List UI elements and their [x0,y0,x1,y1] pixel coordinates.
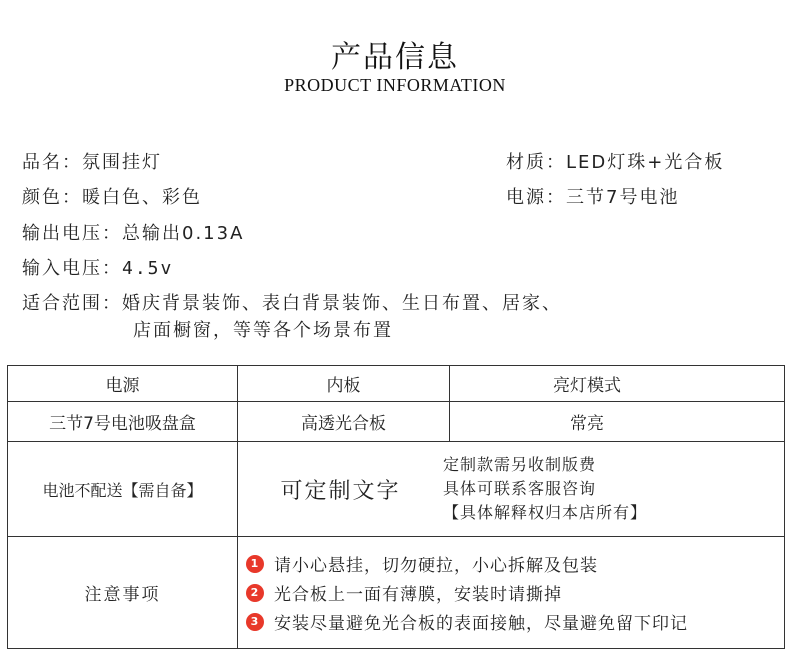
header-panel: 内板 [238,366,450,402]
spec-input [22,254,173,280]
spec-material-value: LED灯珠+光合板 [566,152,725,173]
cell-custom [238,442,785,537]
cell-mode: 常亮 [450,402,785,442]
spec-name-label: 品名： [22,152,82,173]
table-row [8,402,785,442]
cell-panel: 高透光合板 [238,402,450,442]
spec-color-value: 暖白色、彩色 [82,187,202,208]
table-header-row [8,366,785,402]
spec-color-label: 颜色： [22,187,82,208]
spec-output-value: 总输出0.13A [122,223,245,244]
table-row [8,537,785,649]
table-row [8,442,785,537]
custom-note-3: 【具体解释权归本店所有】 [443,503,648,522]
page-title-en: PRODUCT INFORMATION [284,75,506,95]
cell-battery-note: 电池不配送【需自备】 [8,442,238,537]
spec-scope-cont [133,316,393,342]
custom-text-label: 可定制文字 [280,478,401,504]
notice-item [246,578,784,607]
number-badge-icon: 3 [246,613,264,631]
spec-scope-line1: 婚庆背景装饰、表白背景装饰、生日布置、居家、 [122,293,562,314]
number-badge-icon: 1 [246,555,264,573]
header-power: 电源 [8,366,238,402]
spec-name-value: 氛围挂灯 [82,152,162,173]
page-title-zh: 产品信息 [331,40,459,75]
spec-power [506,183,679,209]
spec-material [506,148,724,174]
spec-power-value: 三节7号电池 [566,187,680,208]
spec-color [22,183,202,209]
cell-notices [238,537,785,649]
spec-input-label: 输入电压： [22,258,122,279]
number-badge-icon: 2 [246,584,264,602]
spec-material-label: 材质： [506,152,566,173]
spec-scope-line2: 店面橱窗，等等各个场景布置 [133,320,393,341]
spec-scope [22,289,562,315]
cell-notice-title: 注意事项 [8,537,238,649]
custom-notes [443,453,647,525]
cell-battery-box: 三节7号电池吸盘盒 [8,402,238,442]
notice-text: 安装尽量避免光合板的表面接触，尽量避免留下印记 [274,614,688,634]
notice-text: 请小心悬挂，切勿硬拉，小心拆解及包装 [274,556,598,576]
notice-text: 光合板上一面有薄膜，安装时请撕掉 [274,585,562,605]
header-mode: 亮灯模式 [450,366,785,402]
spec-scope-label: 适合范围： [22,293,122,314]
notice-item [246,549,784,578]
spec-input-value: 4.5v [122,258,174,279]
spec-output [22,219,244,245]
notice-item [246,607,784,636]
spec-name [22,148,162,174]
info-table [7,365,785,649]
spec-power-label: 电源： [506,187,566,208]
spec-output-label: 输出电压： [22,223,122,244]
custom-note-2: 具体可联系客服咨询 [443,479,597,498]
custom-note-1: 定制款需另收制版费 [443,455,597,474]
